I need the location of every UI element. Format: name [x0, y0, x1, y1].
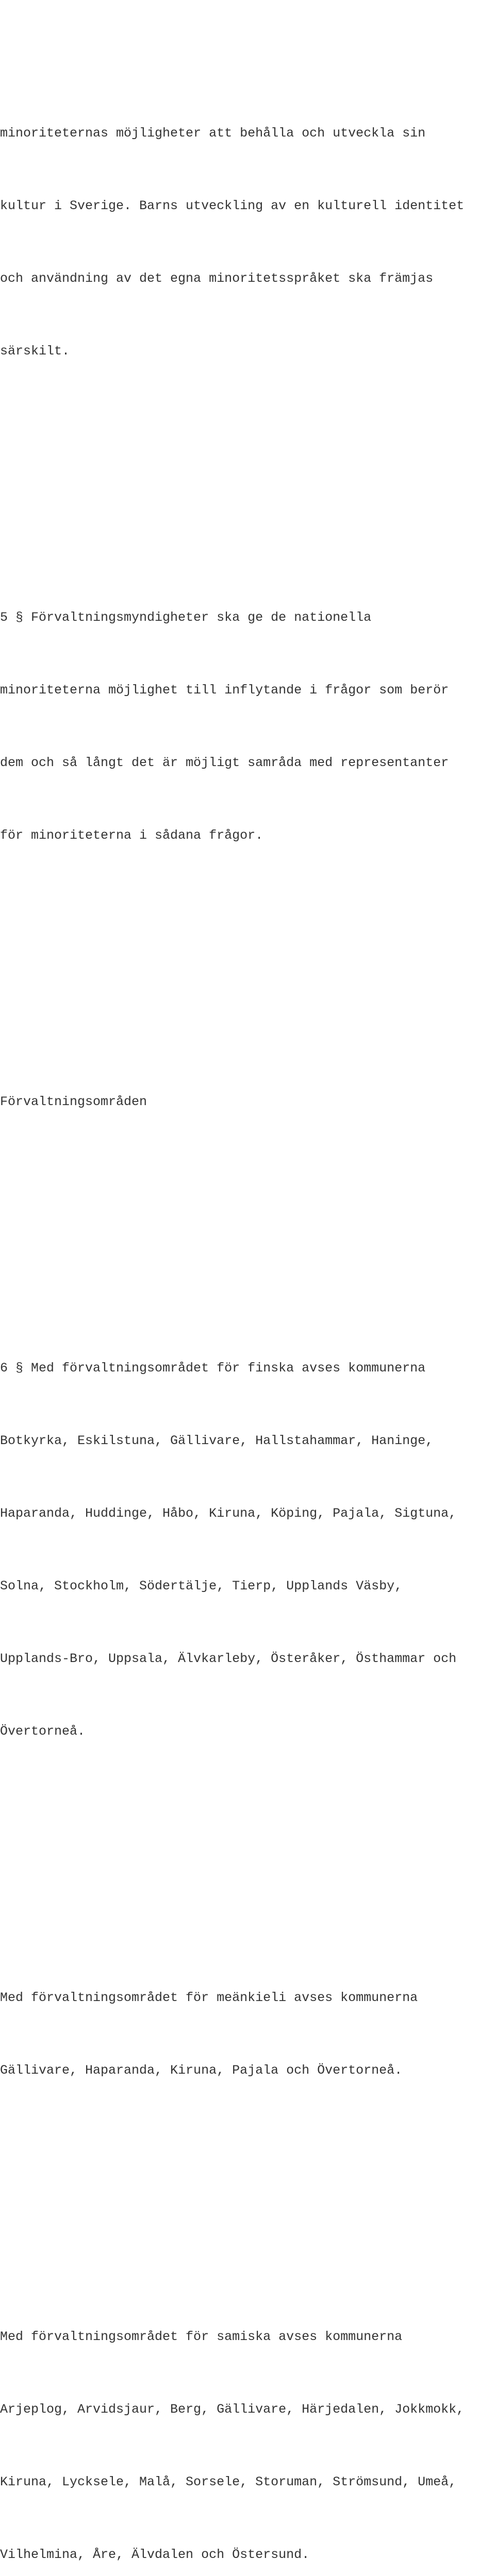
text-line: dem och så långt det är möjligt samråda med representanter: [0, 755, 449, 770]
text-line: kultur i Sverige. Barns utveckling av en kulturell identitet: [0, 198, 465, 213]
text-line: 5 § Förvaltningsmyndigheter ska ge de nationella: [0, 610, 372, 625]
text-line: Solna, Stockholm, Södertälje, Tierp, Upplands Väsby,: [0, 1579, 403, 1594]
text-line: Botkyrka, Eskilstuna, Gällivare, Hallstahammar, Haninge,: [0, 1433, 434, 1448]
paragraph-minorities-culture: [0, 73, 495, 412]
text-line: Arjeplog, Arvidsjaur, Berg, Gällivare, Härjedalen, Jokkmokk,: [0, 2402, 465, 2417]
heading-forvaltningsomraden: [0, 1041, 495, 1162]
text-line: minoriteterna möjlighet till inflytande i frågor som berör: [0, 683, 449, 698]
text-line: Gällivare, Haparanda, Kiruna, Pajala och Övertorneå.: [0, 2063, 403, 2078]
section-6-paragraph: [0, 1308, 495, 1792]
text-line: Upplands-Bro, Uppsala, Älvkarleby, Österåker, Östhammar och: [0, 1651, 457, 1666]
text-line: särskilt.: [0, 344, 70, 359]
text-line: Kiruna, Lycksele, Malå, Sorsele, Storuman, Strömsund, Umeå,: [0, 2475, 457, 2489]
text-line: 6 § Med förvaltningsområdet för finska avses kommunerna: [0, 1361, 426, 1376]
paragraph-meankieli: [0, 1937, 495, 2131]
text-line: Med förvaltningsområdet för meänkieli avses kommunerna: [0, 1990, 418, 2005]
paragraph-samiska: [0, 2276, 495, 2576]
text-line: Haparanda, Huddinge, Håbo, Kiruna, Köping, Pajala, Sigtuna,: [0, 1506, 457, 1521]
text-line: Vilhelmina, Åre, Älvdalen och Östersund.: [0, 2547, 310, 2562]
text-line: och användning av det egna minoritetsspråket ska främjas: [0, 271, 434, 286]
paragraph-spacer: [0, 460, 495, 484]
text-line: minoriteternas möjligheter att behålla och utveckla sin: [0, 126, 426, 141]
heading-line: Förvaltningsområden: [0, 1094, 147, 1109]
section-5-paragraph: [0, 557, 495, 896]
paragraph-spacer: [0, 1840, 495, 1865]
paragraph-spacer: [0, 1211, 495, 1235]
text-line: Med förvaltningsområdet för samiska avses kommunerna: [0, 2329, 403, 2344]
paragraph-spacer: [0, 2179, 495, 2204]
paragraph-spacer: [0, 944, 495, 969]
text-line: Övertorneå.: [0, 1724, 86, 1739]
text-line: för minoriteterna i sådana frågor.: [0, 828, 263, 843]
